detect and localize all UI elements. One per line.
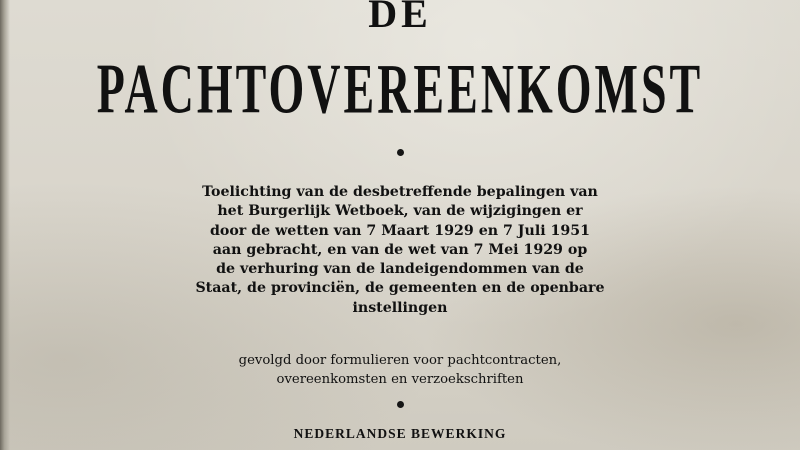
cover-description — [160, 183, 640, 318]
cover-title: PACHTOVEREENKOMST — [96, 48, 704, 128]
edition-heading: NEDERLANDSE BEWERKING — [293, 426, 507, 441]
description-line: de verhuring van de landeigendommen van de — [216, 261, 584, 278]
description-line: Toelichting van de desbetreffende bepalingen van — [202, 184, 598, 200]
description-line: het Burgerlijk Wetboek, van de wijzigingen er — [217, 203, 583, 220]
bullet-divider-icon — [397, 149, 404, 156]
bullet-divider-icon — [397, 401, 404, 408]
subtitle-line: overeenkomsten en verzoekschriften — [276, 371, 524, 387]
cover-subtitle — [160, 352, 640, 389]
description-line: Staat, de provinciën, de gemeenten en de openbare — [195, 280, 605, 297]
subtitle-line: gevolgd door formulieren voor pachtcontracten, — [238, 353, 562, 368]
description-line: instellingen — [352, 299, 448, 316]
description-line: door de wetten van 7 Maart 1929 en 7 Juli 1951 — [209, 222, 591, 239]
cover-kicker: DE — [368, 0, 432, 36]
description-line: aan gebracht, en van de wet van 7 Mei 1929 op — [212, 241, 588, 258]
